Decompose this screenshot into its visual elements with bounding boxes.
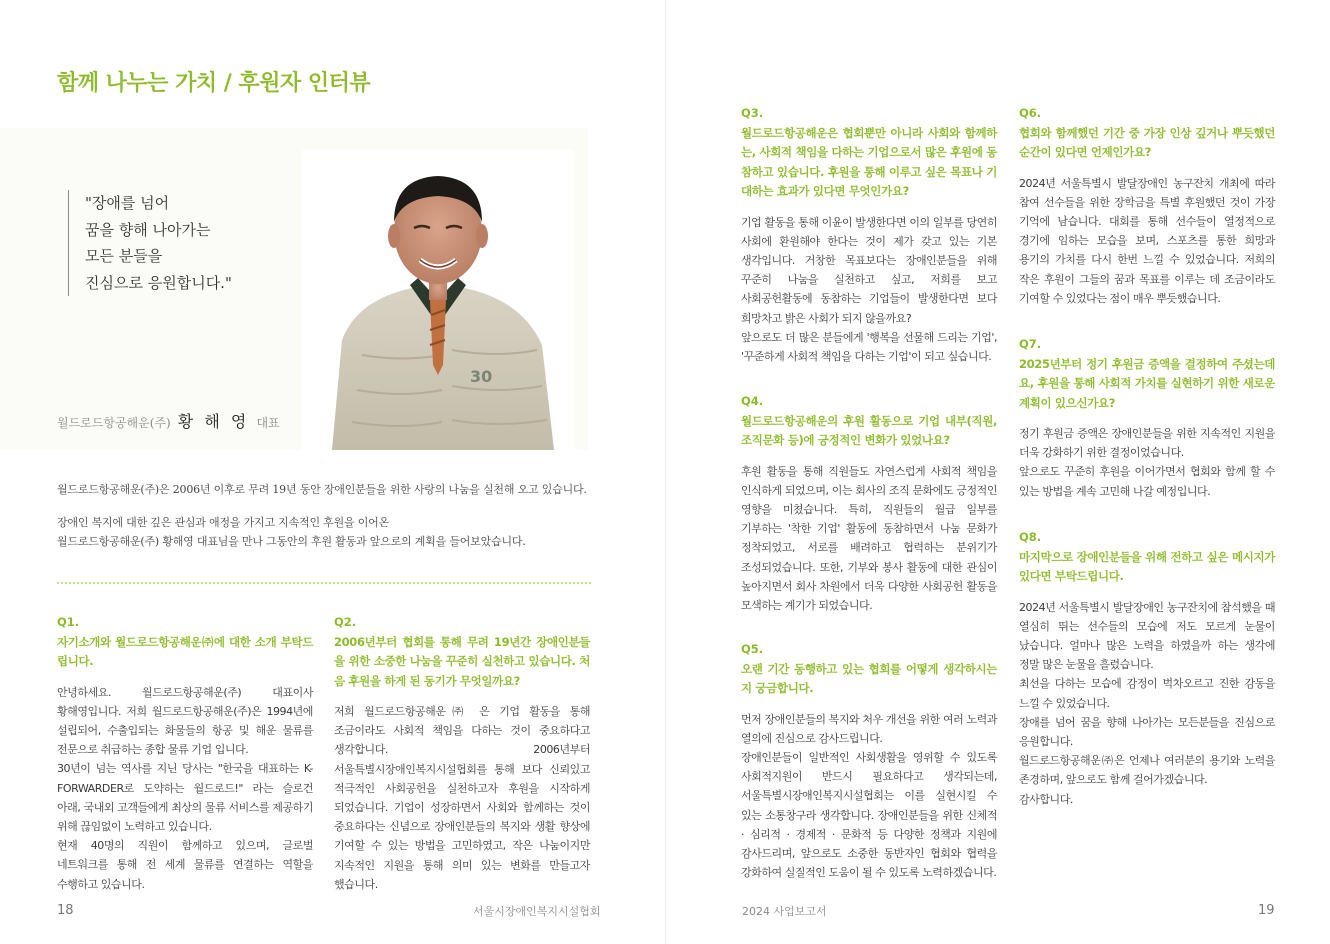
answer-paragraph: 2024년 서울특별시 발달장애인 농구잔치에 참석했을 때 열심히 뛰는 선수들의 모습에 저도 모르게 눈물이 났습니다. 얼마나 많은 노력을 하였을까 하는 생각에 정말 많은 눈물을 흘렸습니다. — [1019, 600, 1275, 672]
answer — [1019, 174, 1275, 308]
answer — [1019, 424, 1275, 501]
question-number: Q8. — [1019, 530, 1042, 544]
answer — [741, 213, 997, 367]
svg-text:30: 30 — [470, 367, 493, 386]
portrait-photo — [302, 150, 574, 450]
question-text: 마지막으로 장애인분들을 위해 전하고 싶은 메시지가 있다면 부탁드립니다. — [1019, 549, 1275, 583]
answer-paragraph: 기업 활동을 통해 이윤이 발생한다면 이의 일부를 당연히 사회에 환원해야 한다는 것이 제가 갖고 있는 기본 생각입니다. 거창한 목표보다는 장애인분들을 위해 꾸준히 나눔을 실천하고 싶고, 저희를 보고 사회공헌활동에 동참하는 기업들이 발생한다면 보다 희망차고 밝은 사회가 되지 않을까요? — [741, 215, 997, 325]
qa-block-q3 — [741, 104, 997, 366]
pull-quote — [68, 190, 232, 296]
answer — [1019, 598, 1275, 809]
answer-paragraph: 감사합니다. — [1019, 792, 1073, 806]
quote-line: 모든 분들을 — [85, 247, 163, 265]
answer-paragraph: 저희 월드로드항공해운㈜ 은 기업 활동을 통해 조금이라도 사회적 책임을 다하는 것이 중요하다고 생각합니다. 2006년부터 서울특별시장애인복지시설협회를 통해 보다 신뢰있고 적극적인 사회공헌을 실천하고자 후원을 시작하게 되었습니다. 기업이 성장하면서 사회와 함께하는 것이 중요하다는 신념으로 장애인분들의 복지와 생활 향상에 기여할 수 있는 방법을 고민하였고, 작은 나눔이지만 지속적인 지원을 통해 의미 있는 변화를 만들고자 했습니다. — [334, 705, 590, 891]
section-divider — [57, 582, 591, 584]
answer-paragraph: 안녕하세요. 월드로드항공해운(주) 대표이사 황해영입니다. 저희 월드로드항공해운(주)은 1994년에 설립되어, 수출입되는 화물들의 항공 및 해운 물류를 전문으로 취급하는 종합 물류 기업 입니다. — [57, 685, 313, 757]
question-text: 협회와 함께했던 기간 중 가장 인상 깊거나 뿌듯했던 순간이 있다면 언제인가요? — [1019, 125, 1275, 159]
answer-paragraph: 앞으로도 꾸준히 후원을 이어가면서 협회와 함께 할 수 있는 방법을 계속 고민해 나갈 예정입니다. — [1019, 465, 1275, 498]
answer-paragraph: 2024년 서울특별시 발달장애인 농구잔치 개최에 따라 참여 선수들을 위한 장학금을 특별 후원했던 것이 가장 기억에 남습니다. 대회를 통해 선수들이 열정적으로 경기에 임하는 모습을 보며, 스포츠를 통한 희망과 용기의 가치를 다시 한번 느낄 수 있었습니다. 저희의 작은 후원이 그들의 꿈과 목표를 이루는 데 조금이라도 기여할 수 있었다는 점이 매우 뿌듯했습니다. — [1019, 176, 1275, 305]
interview-hero — [0, 128, 588, 450]
footer-org: 서울시장애인복지시설협회 — [473, 905, 601, 918]
answer — [741, 462, 997, 616]
question-text: 월드로드항공해운은 협회뿐만 아니라 사회와 함께하는, 사회적 책임을 다하는 기업으로서 많은 후원에 동참하고 있습니다. 후원을 통해 이루고 싶은 목표나 기대하는 효과가 있다면 무엇인가요? — [741, 125, 997, 198]
answer-paragraph: 월드로드항공해운㈜은 언제나 여러분의 용기와 노력을 존경하며, 앞으로도 함께 걸어가겠습니다. — [1019, 754, 1275, 787]
question-text: 월드로드항공해운의 후원 활동으로 기업 내부(직원, 조직문화 등)에 긍정적인 변화가 있었나요? — [741, 413, 997, 447]
answer-paragraph: 장애를 넘어 꿈을 향해 나아가는 모든분들을 진심으로 응원합니다. — [1019, 715, 1275, 748]
answer — [741, 710, 997, 883]
intro-line: 월드로드항공해운(주) 황해영 대표님을 만나 그동안의 후원 활동과 앞으로의 계획을 들어보았습니다. — [57, 535, 526, 548]
qa-block-q1 — [57, 613, 313, 894]
page-number: 18 — [57, 903, 74, 918]
interviewee-signature — [57, 409, 280, 432]
question-text: 2025년부터 정기 후원금 증액을 결정하여 주셨는데요, 후원을 통해 사회적 가치를 실현하기 위한 새로운 계획이 있으신가요? — [1019, 356, 1275, 410]
qa-block-q2 — [334, 613, 590, 894]
right-page — [665, 0, 1330, 944]
answer — [334, 702, 590, 894]
interviewee-name: 황 해 영 — [177, 412, 250, 431]
page-number: 19 — [1258, 903, 1275, 918]
question-number: Q5. — [741, 642, 764, 656]
qa-block-q8 — [1019, 528, 1275, 809]
answer-paragraph: 후원 활동을 통해 직원들도 자연스럽게 사회적 책임을 인식하게 되었으며, 이는 회사의 조직 문화에도 긍정적인 영향을 미쳤습니다. 특히, 직원들의 월급 일부를 기부하는 '착한 기업' 활동에 동참하면서 나눔 문화가 정착되었고, 서로를 배려하고 협력하는 분위기가 조성되었습니다. 또한, 기부와 봉사 활동에 대한 관심이 높아지면서 회사 차원에서 더욱 다양한 사회공헌 활동을 모색하는 계기가 되었습니다. — [741, 464, 997, 612]
qa-block-q7 — [1019, 335, 1275, 501]
answer-paragraph: 장애인분들이 일반적인 사회생활을 영위할 수 있도록 사회적지원이 반드시 필요하다고 생각되는데, 서울특별시장애인복지시설협회는 이를 실현시킬 수 있는 소통창구라 생각합니다. 장애인분들을 위한 신체적 · 심리적 · 경제적 · 문화적 등 다양한 정책과 지원에 감사드리며, 앞으로도 소중한 동반자인 협회와 협력을 강화하여 실질적인 도움이 될 수 있도록 노력하겠습니다. — [741, 750, 997, 880]
qa-block-q6 — [1019, 104, 1275, 308]
question-number: Q6. — [1019, 106, 1042, 120]
answer-paragraph: 앞으로도 더 많은 분들에게 '행복을 선물해 드리는 기업', '꾸준하게 사회적 책임을 다하는 기업'이 되고 싶습니다. — [741, 330, 997, 363]
interviewee-role: 대표 — [256, 416, 280, 430]
qa-block-q5 — [741, 640, 997, 882]
question-number: Q7. — [1019, 337, 1042, 351]
question-number: Q2. — [334, 615, 357, 629]
quote-line: "장애를 넘어 — [85, 194, 170, 212]
question-number: Q1. — [57, 615, 80, 629]
answer-paragraph: 30년이 넘는 역사를 지닌 당사는 "한국을 대표하는 K-FORWARDER로 도약하는 월드로드!" 라는 슬로건 아래, 국내외 고객들에게 최상의 물류 서비스를 제공하기 위해 끊임없이 노력하고 있습니다. — [57, 762, 313, 833]
answer-paragraph: 먼저 장애인분들의 복지와 처우 개선을 위한 여러 노력과 열의에 진심으로 감사드립니다. — [741, 712, 997, 745]
company-name: 월드로드항공해운(주) — [57, 416, 171, 430]
quote-line: 꿈을 향해 나아가는 — [85, 220, 211, 239]
question-number: Q3. — [741, 106, 764, 120]
footer-report: 2024 사업보고서 — [742, 905, 827, 918]
intro-paragraph — [57, 480, 597, 552]
answer-paragraph: 정기 후원금 증액은 장애인분들을 위한 지속적인 지원을 더욱 강화하기 위한 결정이었습니다. — [1019, 427, 1275, 460]
qa-block-q4 — [741, 392, 997, 615]
intro-line: 월드로드항공해운(주)은 2006년 이후로 무려 19년 동안 장애인분들을 위한 사랑의 나눔을 실천해 오고 있습니다. — [57, 483, 587, 496]
answer — [57, 683, 313, 894]
intro-line: 장애인 복지에 대한 깊은 관심과 애정을 가지고 지속적인 후원을 이어온 — [57, 515, 390, 529]
answer-paragraph: 최선을 다하는 모습에 감정이 벅차오르고 진한 감동을 느낄 수 있었습니다. — [1019, 677, 1275, 710]
question-text: 2006년부터 협회를 통해 무려 19년간 장애인분들을 위한 소중한 나눔을 꾸준히 실천하고 있습니다. 처음 후원을 하게 된 동기가 무엇일까요? — [334, 634, 590, 688]
answer-paragraph: 현재 40명의 직원이 함께하고 있으며, 글로벌 네트워크를 통해 전 세계 물류를 연결하는 역할을 수행하고 있습니다. — [57, 839, 313, 891]
question-text: 자기소개와 월드로드항공해운㈜에 대한 소개 부탁드립니다. — [57, 634, 313, 668]
question-text: 오랜 기간 동행하고 있는 협회를 어떻게 생각하시는지 궁금합니다. — [741, 661, 997, 695]
question-number: Q4. — [741, 394, 764, 408]
section-title: 함께 나누는 가치 / 후원자 인터뷰 — [57, 71, 371, 96]
quote-line: 진심으로 응원합니다." — [85, 273, 232, 292]
